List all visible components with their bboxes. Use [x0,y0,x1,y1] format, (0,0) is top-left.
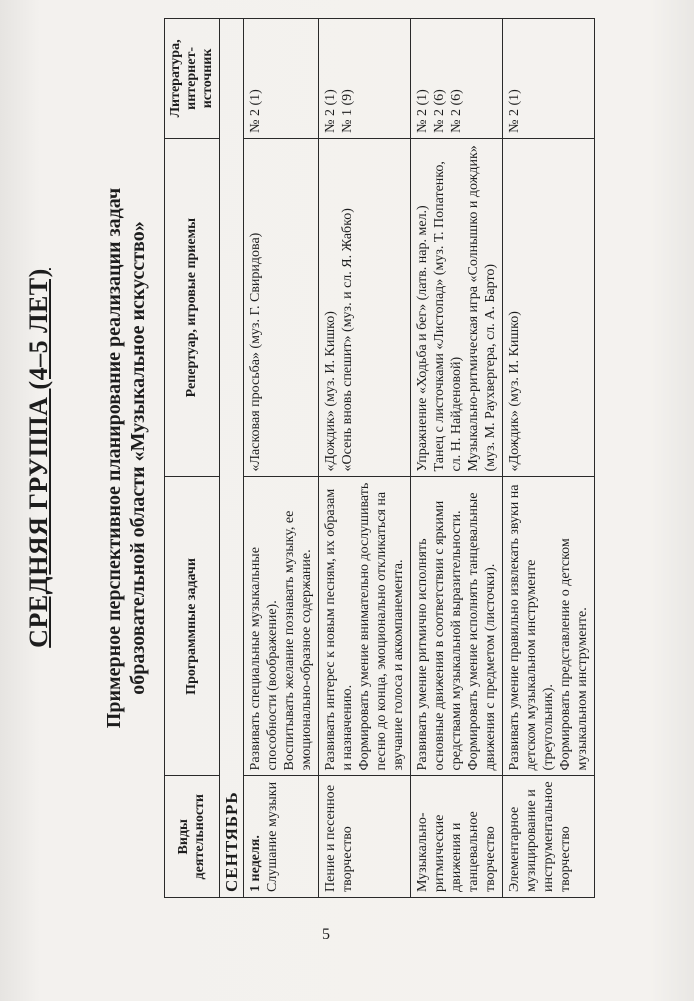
repertoire-cell [319,138,411,477]
sources-cell [503,19,595,139]
page-number: 5 [322,926,330,943]
table-row [503,19,595,898]
sources-cell [319,19,411,139]
activity-cell [503,776,595,898]
repertoire-cell [244,138,319,477]
activity-name: Слушание музыки [265,781,280,892]
header-sources: Литература, интернет-источник [165,19,220,139]
task-text: Воспитывать желание познавать музыку, ее эмоционально-образное содержание. [282,510,314,771]
repertoire-cell [503,138,595,477]
task-text: Развивать интерес к новым песням, их образам и назначению. [323,488,355,771]
table-header-row [165,19,220,898]
header-activity: Виды деятельности [165,776,220,898]
activity-name: Элементарное музицирование и инструментальное творчество [507,781,573,892]
source-ref: № 2 (1) [323,89,338,133]
activity-cell [244,776,319,898]
task-text: Формировать умение внимательно дослушивать песню до конца, эмоционально откликаться на звучание голоса и аккомпанемента. [357,482,406,771]
tasks-cell [503,477,595,776]
source-ref: № 2 (6) [449,89,464,133]
header-repertoire: Репертуар, игровые приемы [165,138,220,477]
repertoire-item: Упражнение «Ходьба и бег» (латв. нар. мел.) [415,205,430,472]
source-ref: № 2 (1) [507,89,522,133]
repertoire-item: «Ласковая просьба» (муз. Г. Свиридова) [248,232,263,472]
month-row [220,19,244,898]
repertoire-item: Танец с листочками «Листопад» (муз. Т. Попатенко, сл. Н. Найденовой) [432,161,464,472]
page-subtitle [102,18,150,898]
source-ref: № 2 (1) [248,89,263,133]
activity-cell [319,776,411,898]
month-label: СЕНТЯБРЬ [220,19,244,898]
header-tasks: Программные задачи [165,477,220,776]
sources-cell [411,19,503,139]
tasks-cell [244,477,319,776]
task-text: Развивать умение ритмично исполнять основные движения в соответствии с яркими средствами музыкальной выразительности. [415,500,464,771]
table-row [411,19,503,898]
task-text: Развивать умение правильно извлекать звуки на детском музыкальном инструменте (треугольник). [507,484,556,771]
source-ref: № 2 (1) [415,89,430,133]
task-text: Формировать представление о детском музыкальном инструменте. [558,538,590,771]
planning-table [164,18,595,898]
week-label: 1 неделя. [248,835,263,892]
sources-cell [244,19,319,139]
tasks-cell [411,477,503,776]
table-row [244,19,319,898]
table-row [319,19,411,898]
activity-name: Пение и песенное творчество [323,784,355,892]
tasks-cell [319,477,411,776]
task-text: Формировать умение исполнять танцевальные движения с предметом (листочки). [466,492,498,771]
repertoire-cell [411,138,503,477]
activity-cell [411,776,503,898]
source-ref: № 1 (9) [340,89,355,133]
subtitle-line-2: образовательной области «Музыкальное искусство» [127,221,149,695]
activity-name: Музыкально-ритмические движения и танцевальное творчество [415,811,498,892]
repertoire-item: Музыкально-ритмическая игра «Солнышко и дождик» (муз. М. Раухвергера, сл. А. Барто) [466,145,498,472]
repertoire-item: «Осень вновь спешит» (муз. и сл. Я. Жабко) [340,208,355,472]
page-title: СРЕДНЯЯ ГРУППА (4–5 ЛЕТ) [24,268,53,648]
repertoire-item: «Дождик» (муз. И. Кишко) [323,311,338,472]
rotated-page-content [16,18,656,898]
task-text: Развивать специальные музыкальные способности (воображение). [248,547,280,771]
source-ref: № 2 (6) [432,89,447,133]
subtitle-line-1: Примерное перспективное планирование реализации задач [103,187,125,729]
repertoire-item: «Дождик» (муз. И. Кишко) [507,311,522,472]
